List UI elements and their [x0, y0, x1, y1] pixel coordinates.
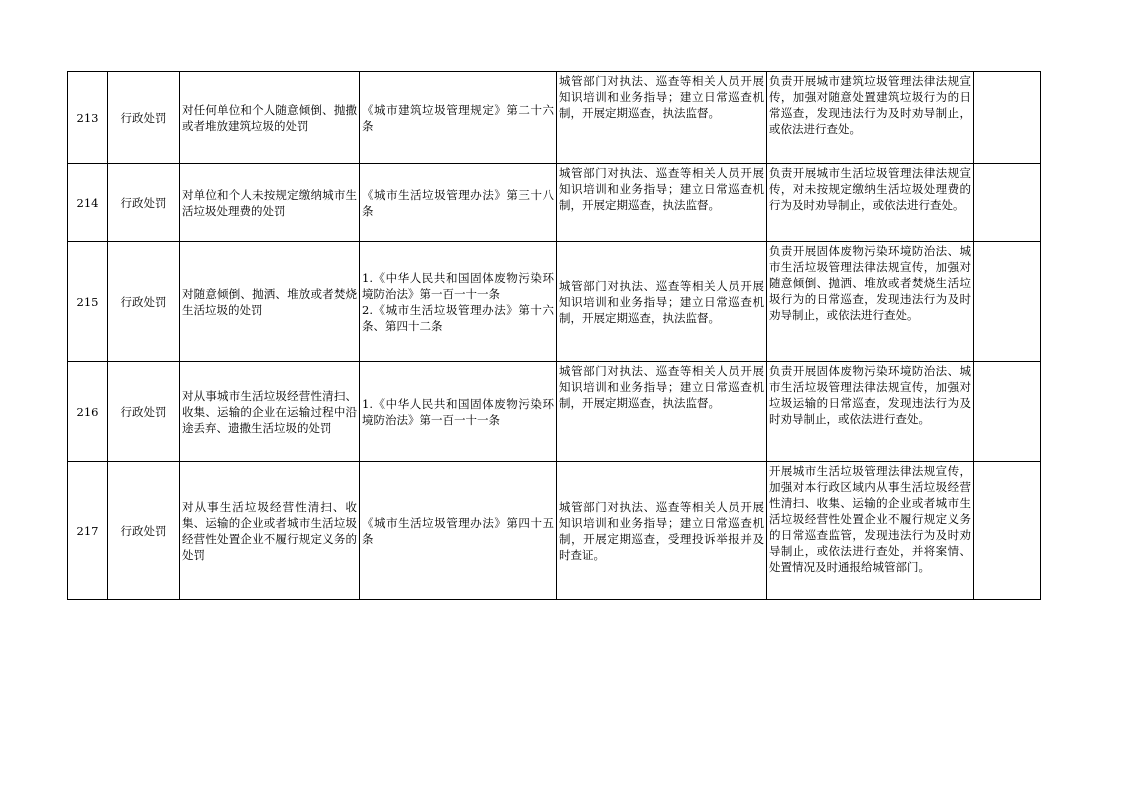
row-number: 213: [68, 72, 108, 164]
item-name: 对单位和个人未按规定缴纳城市生活垃圾处理费的处罚: [180, 164, 360, 242]
row-number: 214: [68, 164, 108, 242]
responsibility-details: 负责开展固体废物污染环境防治法、城市生活垃圾管理法律法规宣传，加强对随意倾倒、抛洒、堆放或者焚烧生活垃圾行为的日常巡查，发现违法行为及时劝导制止，或依法进行查处。: [767, 242, 974, 362]
legal-basis-line: 《城市生活垃圾管理办法》第三十八条: [362, 187, 554, 218]
legal-basis-line: 《城市建筑垃圾管理规定》第二十六条: [362, 102, 554, 133]
supervision-measures: 城管部门对执法、巡查等相关人员开展知识培训和业务指导；建立日常巡查机制，开展定期巡查，执法监督。: [557, 362, 767, 462]
item-type: 行政处罚: [108, 242, 180, 362]
table-row: [68, 242, 1041, 362]
row-number: 216: [68, 362, 108, 462]
supervision-measures: 城管部门对执法、巡查等相关人员开展知识培训和业务指导；建立日常巡查机制，开展定期巡查，执法监督。: [557, 72, 767, 164]
item-type: 行政处罚: [108, 164, 180, 242]
responsibility-details: 负责开展固体废物污染环境防治法、城市生活垃圾管理法律法规宣传，加强对垃圾运输的日常巡查，发现违法行为及时劝导制止，或依法进行查处。: [767, 362, 974, 462]
legal-basis: [360, 242, 557, 362]
table-row: [68, 72, 1041, 164]
supervision-measures: 城管部门对执法、巡查等相关人员开展知识培训和业务指导；建立日常巡查机制，开展定期巡查，执法监督。: [557, 164, 767, 242]
item-type: 行政处罚: [108, 72, 180, 164]
table-row: [68, 362, 1041, 462]
legal-basis: [360, 362, 557, 462]
responsibility-table: [67, 71, 1041, 600]
remark: [974, 164, 1041, 242]
remark: [974, 462, 1041, 600]
legal-basis: [360, 72, 557, 164]
item-type: 行政处罚: [108, 462, 180, 600]
item-name: 对任何单位和个人随意倾倒、抛撒或者堆放建筑垃圾的处罚: [180, 72, 360, 164]
item-name: 对随意倾倒、抛洒、堆放或者焚烧生活垃圾的处罚: [180, 242, 360, 362]
remark: [974, 362, 1041, 462]
legal-basis-line: 《城市生活垃圾管理办法》第四十五条: [362, 515, 554, 546]
item-name: 对从事城市生活垃圾经营性清扫、收集、运输的企业在运输过程中沿途丢弃、遗撒生活垃圾的处罚: [180, 362, 360, 462]
row-number: 215: [68, 242, 108, 362]
legal-basis-line: 1.《中华人民共和国固体废物污染环境防治法》第一百一十一条: [362, 270, 554, 301]
responsibility-details: 负责开展城市生活垃圾管理法律法规宣传，对未按规定缴纳生活垃圾处理费的行为及时劝导制止，或依法进行查处。: [767, 164, 974, 242]
responsibility-details: 负责开展城市建筑垃圾管理法律法规宣传，加强对随意处置建筑垃圾行为的日常巡查，发现违法行为及时劝导制止，或依法进行查处。: [767, 72, 974, 164]
table-row: [68, 164, 1041, 242]
responsibility-details: 开展城市生活垃圾管理法律法规宣传，加强对本行政区域内从事生活垃圾经营性清扫、收集、运输的企业或者城市生活垃圾经营性处置企业不履行规定义务的日常巡查监管，发现违法行为及时劝导制止，或依法进行查处，并将案情、处置情况及时通报给城管部门。: [767, 462, 974, 600]
supervision-measures: 城管部门对执法、巡查等相关人员开展知识培训和业务指导；建立日常巡查机制，开展定期巡查，执法监督。: [557, 242, 767, 362]
table-row: [68, 462, 1041, 600]
item-type: 行政处罚: [108, 362, 180, 462]
legal-basis-line: 2.《城市生活垃圾管理办法》第十六条、第四十二条: [362, 302, 554, 333]
row-number: 217: [68, 462, 108, 600]
remark: [974, 242, 1041, 362]
remark: [974, 72, 1041, 164]
item-name: 对从事生活垃圾经营性清扫、收集、运输的企业或者城市生活垃圾经营性处置企业不履行规定义务的处罚: [180, 462, 360, 600]
legal-basis: [360, 462, 557, 600]
legal-basis-line: 1.《中华人民共和国固体废物污染环境防治法》第一百一十一条: [362, 396, 554, 427]
supervision-measures: 城管部门对执法、巡查等相关人员开展知识培训和业务指导；建立日常巡查机制，开展定期巡查，受理投诉举报并及时查证。: [557, 462, 767, 600]
legal-basis: [360, 164, 557, 242]
